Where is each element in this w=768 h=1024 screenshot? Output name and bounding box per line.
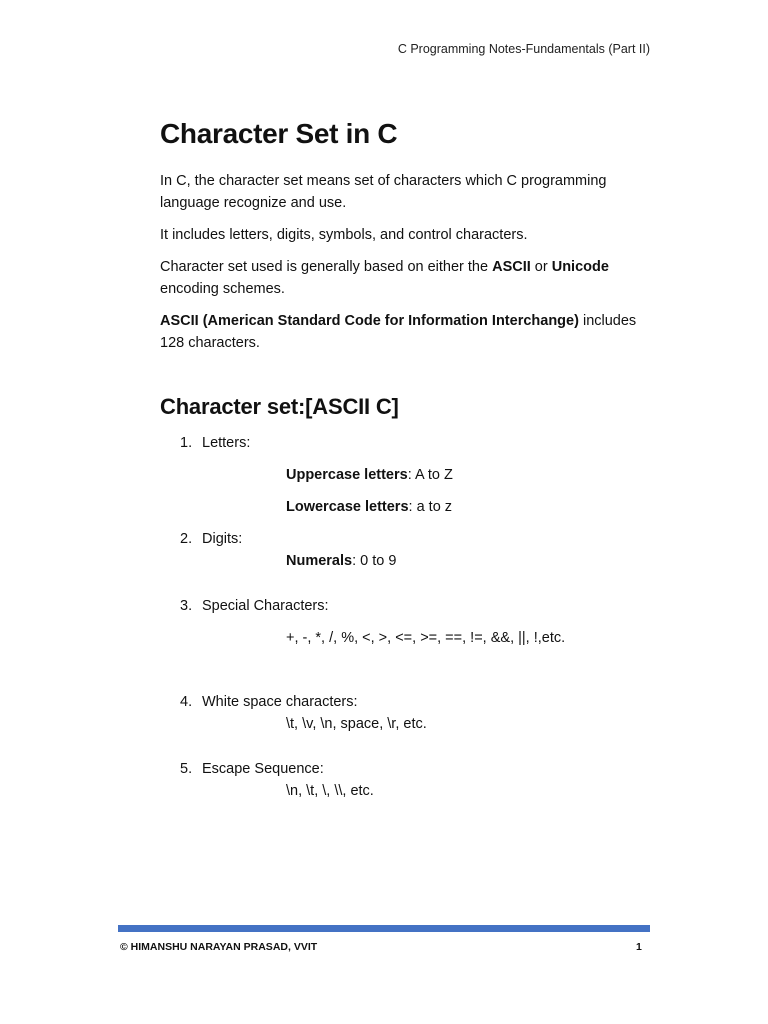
list-number: 3. [180, 598, 193, 614]
list-label: Letters: [202, 435, 251, 451]
list-label: Escape Sequence: [202, 761, 324, 777]
list-label: Digits: [202, 531, 243, 547]
numerals-line [286, 550, 650, 572]
numerals-value: : 0 to 9 [352, 553, 397, 569]
page-number: 1 [636, 941, 642, 953]
list-label: White space characters: [202, 694, 358, 710]
list-item-digits [160, 528, 650, 550]
list-label: Special Characters: [202, 598, 329, 614]
encoding-text-after: encoding schemes. [160, 281, 285, 297]
running-header: C Programming Notes-Fundamentals (Part II) [397, 42, 650, 56]
encoding-text-mid: or [530, 259, 552, 275]
paragraph-encoding [160, 256, 650, 300]
paragraph-includes: It includes letters, digits, symbols, and control characters. [160, 227, 528, 243]
list-number: 2. [180, 531, 193, 547]
character-set-list [160, 432, 650, 802]
unicode-bold: Unicode [551, 259, 609, 275]
special-characters-line: +, -, *, /, %, <, >, <=, >=, ==, !=, &&, ||, !,etc. [286, 630, 566, 646]
list-item-whitespace [160, 691, 650, 713]
ascii-text-after: includes 128 characters. [160, 313, 637, 351]
escape-sequence-line: \n, \t, \, \\, etc. [286, 783, 374, 799]
list-number: 5. [180, 761, 193, 777]
list-item-special [160, 595, 650, 617]
numerals-label: Numerals [286, 553, 353, 569]
lowercase-label: Lowercase letters [286, 499, 409, 515]
list-item-escape [160, 758, 650, 780]
footer-author: © HIMANSHU NARAYAN PRASAD, VVIT [120, 941, 318, 953]
uppercase-line [286, 464, 650, 486]
whitespace-line: \t, \v, \n, space, \r, etc. [286, 716, 427, 732]
paragraph-definition: In C, the character set means set of characters which C programming language recognize and use. [160, 173, 607, 211]
lowercase-line [286, 496, 650, 518]
uppercase-value: : A to Z [407, 467, 453, 483]
uppercase-label: Uppercase letters [286, 467, 408, 483]
page-content [160, 118, 650, 802]
list-number: 1. [180, 435, 193, 451]
ascii-bold: ASCII [492, 259, 531, 275]
ascii-full-name: ASCII (American Standard Code for Information Interchange) [160, 313, 579, 329]
section-title-ascii-c: Character set:[ASCII C] [160, 394, 399, 419]
section-title-character-set: Character Set in C [160, 118, 398, 149]
footer-divider-bar [118, 925, 650, 932]
paragraph-ascii [160, 310, 650, 354]
encoding-text-before: Character set used is generally based on either the [160, 259, 493, 275]
lowercase-value: : a to z [408, 499, 453, 515]
list-item-letters [160, 432, 650, 454]
list-number: 4. [180, 694, 193, 710]
